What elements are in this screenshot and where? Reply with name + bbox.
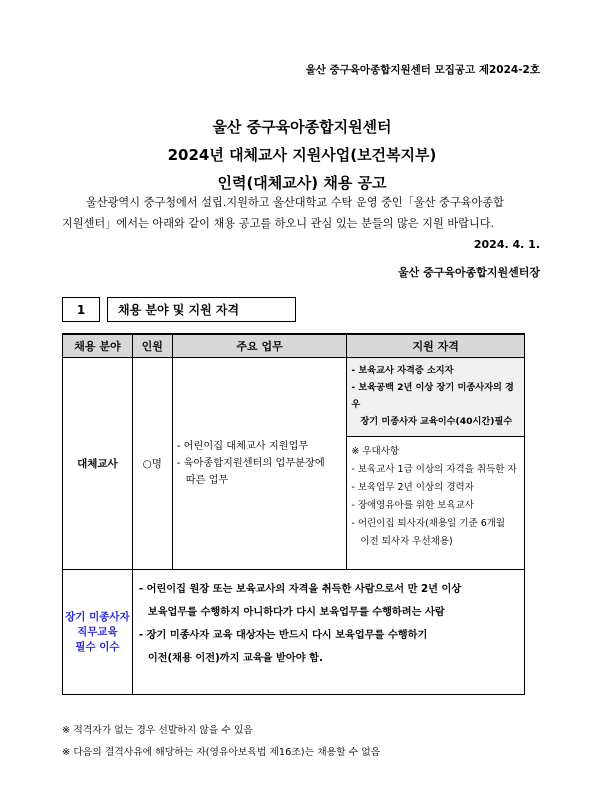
- title-announcement: 인력(대체교사) 채용 공고: [217, 174, 387, 192]
- long-term-line: - 어린이집 원장 또는 보육교사의 자격을 취득한 사람으로서 만 2년 이상: [138, 584, 462, 595]
- category-cell: 대체교사: [63, 358, 133, 570]
- duty-line: - 어린이집 대체교사 지원업무: [176, 441, 309, 452]
- pref-line: - 보육업무 2년 이상의 경력자: [351, 482, 474, 493]
- pref-line: 이전 퇴사자 우선채용): [360, 536, 453, 547]
- long-term-line: 보육업무를 수행하지 아니하다가 다시 보육업무를 수행하려는 사람: [147, 607, 445, 618]
- header-qualifications: 지원 자격: [347, 334, 525, 358]
- pref-line: - 어린이집 퇴사자(채용일 기준 6개월: [351, 518, 506, 529]
- section-title: 채용 분야 및 지원 자격: [107, 297, 296, 322]
- required-qualifications-cell: [347, 358, 525, 437]
- header-category: 채용 분야: [63, 334, 133, 358]
- long-term-label-cell: [63, 570, 133, 695]
- long-term-label-line: 필수 이수: [75, 640, 120, 653]
- qual-line: - 보육공백 2년 이상 장기 미종사자의 경우: [351, 382, 514, 410]
- footnote: ※ 다음의 결격사유에 해당하는 자(영유아보육법 제16조)는 채용할 수 없음: [62, 747, 381, 758]
- pref-line: - 보육교사 1급 이상의 자격을 취득한 자: [351, 464, 517, 475]
- qual-line: - 보육교사 자격증 소지자: [351, 365, 454, 376]
- long-term-text-cell: [132, 570, 524, 695]
- preferred-qualifications-cell: [347, 437, 525, 570]
- duties-cell: [172, 358, 347, 570]
- header-count: 인원: [132, 334, 172, 358]
- issuer-name: 울산 중구육아종합지원센터장: [398, 266, 540, 279]
- footnotes: [62, 720, 380, 764]
- header-duties: 주요 업무: [172, 334, 347, 358]
- section-number: 1: [62, 297, 100, 322]
- footnote: ※ 적격자가 없는 경우 선발하지 않을 수 있음: [62, 725, 253, 736]
- long-term-line: 이전(채용 이전)까지 교육을 받아야 함.: [147, 653, 323, 664]
- long-term-label-line: 장기 미종사자: [65, 610, 130, 623]
- announcement-date: 2024. 4. 1.: [473, 238, 540, 251]
- qual-line: 장기 미종사자 교육이수(40시간)필수: [360, 416, 513, 427]
- pref-line: - 장애영유아를 위한 보육교사: [351, 500, 474, 511]
- long-term-label-line: 직무교육: [77, 625, 118, 638]
- intro-line: 지원센터」에서는 아래와 같이 채용 공고를 하오니 관심 있는 분들의 많은 지원 바랍니다.: [62, 217, 495, 230]
- duty-line: - 육아종합지원센터의 업무분장에: [176, 458, 325, 469]
- long-term-line: - 장기 미종사자 교육 대상자는 반드시 다시 보육업무를 수행하기: [138, 630, 428, 641]
- pref-line: ※ 우대사항: [351, 446, 400, 457]
- intro-paragraph: [62, 192, 538, 234]
- recruitment-table: [62, 333, 525, 695]
- title-center-name: 울산 중구육아종합지원센터: [212, 118, 392, 136]
- duty-line: 따른 업무: [185, 475, 229, 486]
- count-cell: ○명: [132, 358, 172, 570]
- intro-line: 울산광역시 중구청에서 설립.지원하고 울산대학교 수탁 운영 중인「울산 중구육아종합: [86, 196, 504, 209]
- title-program: 2024년 대체교사 지원사업(보건복지부): [167, 146, 437, 164]
- document-number: 울산 중구육아종합지원센터 모집공고 제2024-2호: [305, 64, 540, 76]
